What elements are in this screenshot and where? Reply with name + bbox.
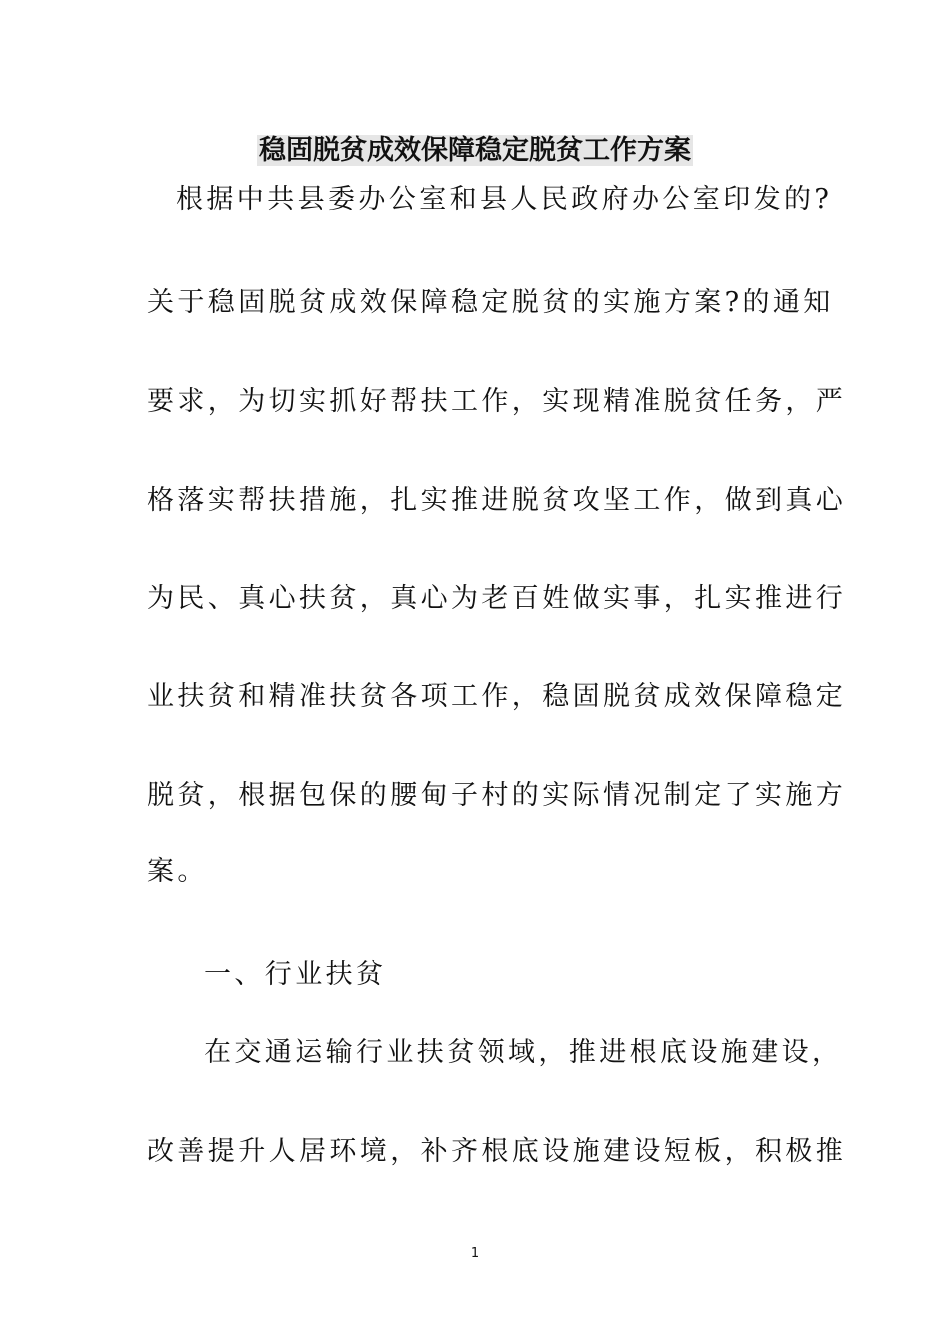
body-line: 格落实帮扶措施，扎实推进脱贫攻坚工作，做到真心 [147, 485, 847, 516]
page-number: 1 [470, 1246, 480, 1261]
body-line: 脱贫，根据包保的腰甸子村的实际情况制定了实施方 [147, 780, 847, 811]
body-line: 为民、真心扶贫，真心为老百姓做实事，扎实推进行 [147, 583, 847, 614]
body-line: 业扶贫和精准扶贫各项工作，稳固脱贫成效保障稳定 [147, 681, 847, 712]
document-title-text: 稳固脱贫成效保障稳定脱贫工作方案 [259, 135, 691, 166]
body-line: 根据中共县委办公室和县人民政府办公室印发的? [176, 184, 833, 215]
body-line: 在交通运输行业扶贫领域，推进根底设施建设， [204, 1037, 843, 1068]
body-line: 要求，为切实抓好帮扶工作，实现精准脱贫任务，严 [147, 386, 847, 417]
section-heading: 一、行业扶贫 [204, 959, 387, 990]
document-title [0, 131, 950, 171]
body-line: 案。 [147, 856, 208, 887]
body-line: 改善提升人居环境，补齐根底设施建设短板，积极推 [147, 1136, 847, 1167]
body-line: 关于稳固脱贫成效保障稳定脱贫的实施方案?的通知 [147, 287, 834, 318]
